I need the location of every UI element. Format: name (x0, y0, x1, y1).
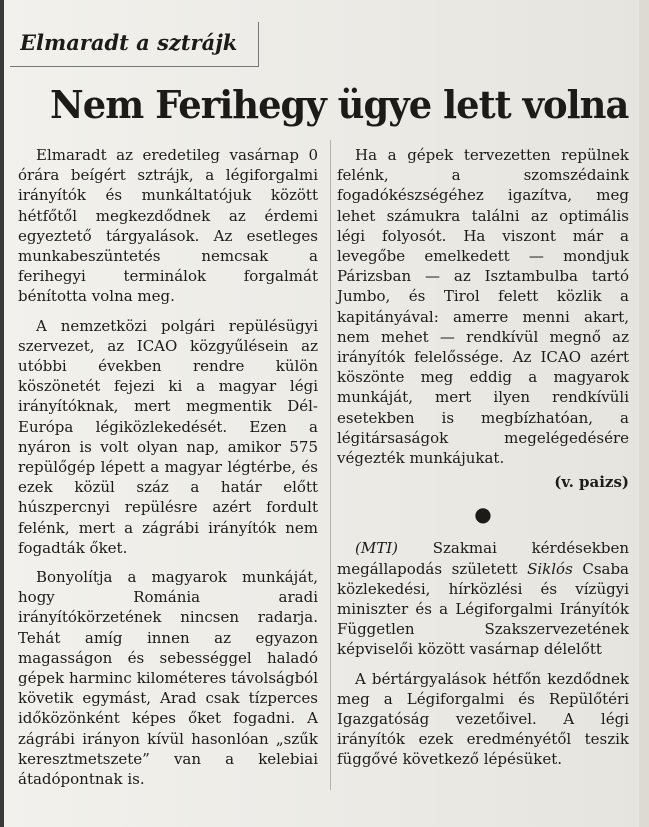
bullet-glyph: ● (474, 502, 492, 527)
mti-name: Siklós (527, 559, 573, 578)
mti-text-after: Csaba közlekedési, hírközlési és vízügyi miniszter és a Légiforgalmi Irányítók Független Szakszervezetének képviselői között vasárnap délelőtt (337, 559, 629, 659)
scan-edge-left (0, 0, 4, 827)
column-divider (330, 140, 331, 790)
right-column (337, 145, 629, 770)
paragraph-flights: Ha a gépek tervezetten repülnek felénk, a szomszédaink fogadókészségéhez igazítva, meg lehet számukra találni az optimális légi folyosót. Ha viszont már a levegőbe emelkedett — mondjuk Párizsban — az Isztambulba tartó Jumbo, és Tirol felett közlik a kapitányával: amerre menni akart, nem mehet — rendkívül megnő az irányítók felelőssége. Az ICAO azért köszönte meg eddig a magyarok munkáját, mert ilyen rendkívüli esetekben is megbízhatóan, a légitársaságok megelégedésére végezték munkájukat. (337, 146, 629, 468)
headline: Nem Ferihegy ügye lett volna (50, 82, 629, 127)
paragraph-negotiations: A bértárgyalások hétfőn kezdődnek meg a Légiforgalmi és Repülőtéri Igazgatóság vezetőivel. A légi irányítók ezek eredményétől teszik függővé következő lépésüket. (337, 669, 629, 769)
paragraph-arad: Bonyolítja a magyarok munkáját, hogy Románia aradi irányítókörzetének nincsen radarja. Tehát amíg innen az egyazon magasságon és sebességgel haladó gépek harminc kilométeres távolságból követik egymást, Arad csak tízperces időközönként képes őket fogadni. A zágrábi irányon kívül hasonlóan „szűk keresztmetszete” van a kelebiai átadópontnak is. (18, 568, 318, 789)
left-column (18, 145, 318, 789)
paragraph-icao: A nemzetközi polgári repülésügyi szervezet, az ICAO közgyűlésein az utóbbi években rendre külön köszönetét fejezi ki a magyar légi irányítóknak, mert megmentik Dél-Európa légiközlekedését. Ezen a nyáron is volt olyan nap, amikor 575 repülőgép lépett a magyar légtérbe, és ezek közül száz a határ előtt húszpercnyi repülésre azért fordult felénk, mert a zágrábi irányítók nem fogadták őket. (18, 316, 318, 557)
paragraph-intro: Elmaradt az eredetileg vasárnap 0 órára beígért sztrájk, a légiforgalmi irányítók és munkáltatójuk között hétfőtől megkezdődnek az érdemi egyeztető tárgyalások. Az esetleges munkabeszüntetés nemcsak a ferihegyi terminálok forgalmát bénította volna meg. (18, 146, 318, 306)
kicker-label: Elmaradt a sztrájk (20, 30, 238, 55)
paragraph-mti (337, 538, 629, 659)
separator-bullet (337, 502, 629, 527)
author-signature: (v. paizs) (554, 473, 629, 492)
scan-edge-right (639, 0, 649, 827)
mti-source: (MTI) (355, 539, 398, 558)
mti-text-before: Szakmai kérdésekben megállapodás született (337, 539, 629, 578)
